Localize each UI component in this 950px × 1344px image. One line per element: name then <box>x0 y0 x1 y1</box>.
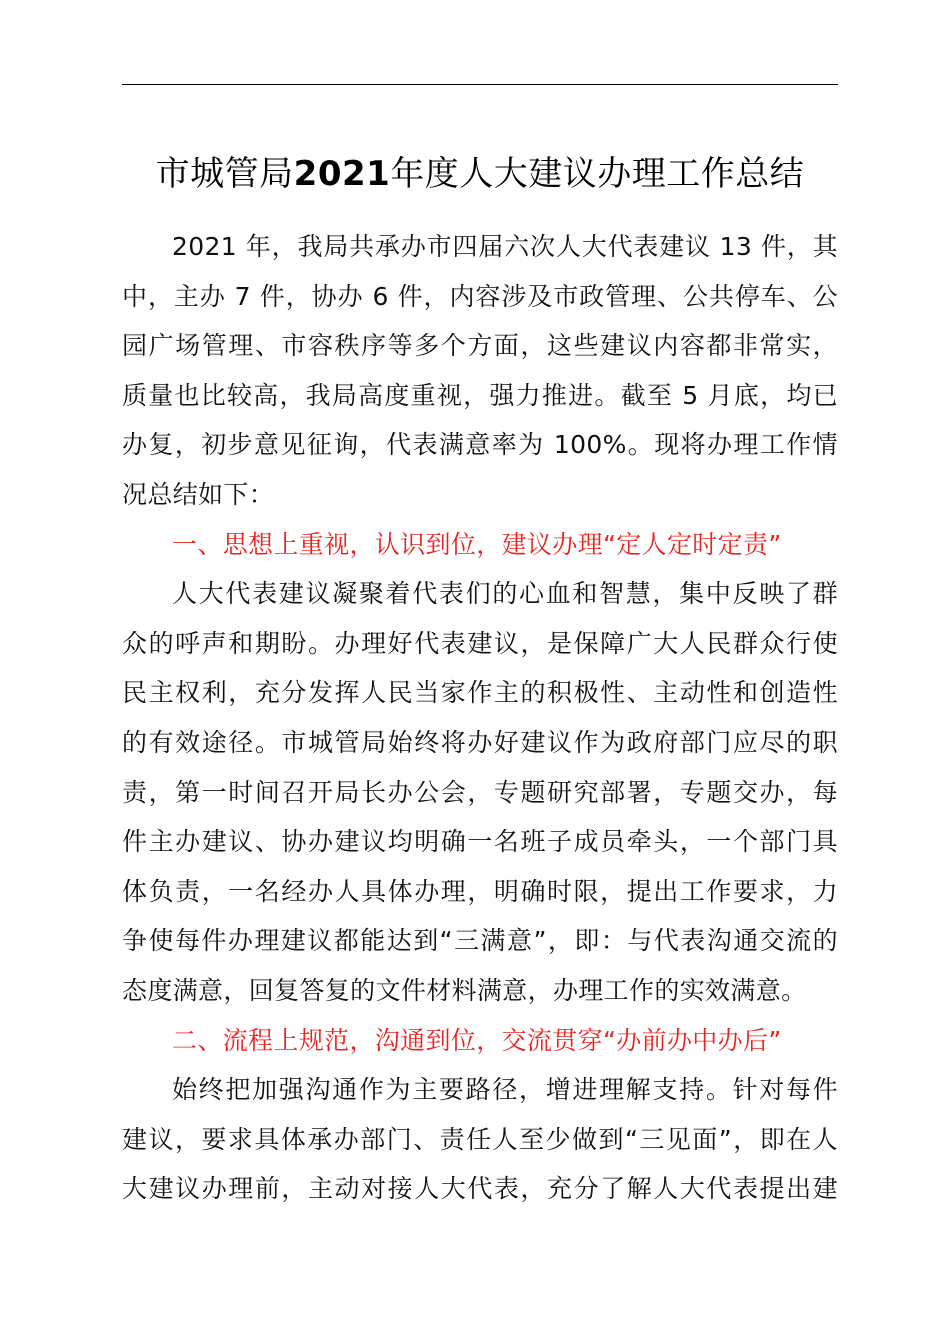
intro-line: 况总结如下： <box>122 479 275 509</box>
section-1-line: 众的呼声和期盼。办理好代表建议，是保障广大人民群众行使 <box>122 628 838 658</box>
section-2-line: 建议，要求具体承办部门、责任人至少做到“三见面”，即在人 <box>122 1124 838 1154</box>
header-rule <box>122 84 838 85</box>
document-body <box>122 222 838 1214</box>
intro-line: 质量也比较高，我局高度重视，强力推进。截至 5 月底，均已 <box>122 380 838 410</box>
section-heading-1: 一、思想上重视，认识到位，建议办理“定人定时定责” <box>172 529 782 559</box>
intro-line: 2021 年，我局共承办市四届六次人大代表建议 13 件，其 <box>172 232 838 261</box>
section-heading-2: 二、流程上规范，沟通到位，交流贯穿“办前办中办后” <box>172 1025 782 1055</box>
title-prefix: 市城管局 <box>155 154 294 194</box>
section-2-line: 始终把加强沟通作为主要路径，增进理解支持。针对每件 <box>172 1075 838 1105</box>
section-1-line: 人大代表建议凝聚着代表们的心血和智慧，集中反映了群 <box>172 579 838 609</box>
section-1-line: 争使每件办理建议都能达到“三满意”，即：与代表沟通交流的 <box>122 926 838 956</box>
section-1-line: 体负责，一名经办人具体办理，明确时限，提出工作要求，力 <box>122 876 838 906</box>
section-2-line: 大建议办理前，主动对接人大代表，充分了解人大代表提出建 <box>122 1174 838 1204</box>
section-1-line: 件主办建议、协办建议均明确一名班子成员牵头，一个部门具 <box>122 827 838 857</box>
intro-line: 园广场管理、市容秩序等多个方面，这些建议内容都非常实， <box>122 331 838 361</box>
intro-line: 中，主办 7 件，协办 6 件，内容涉及市政管理、公共停车、公 <box>122 281 838 311</box>
section-1-line: 责，第一时间召开局长办公会，专题研究部署，专题交办，每 <box>122 777 838 807</box>
section-1-line: 态度满意，回复答复的文件材料满意，办理工作的实效满意。 <box>122 975 807 1005</box>
document-title <box>122 150 838 198</box>
intro-line: 办复，初步意见征询，代表满意率为 100%。现将办理工作情 <box>122 430 838 460</box>
title-suffix: 年度人大建议办理工作总结 <box>390 154 805 194</box>
title-year: 2021 <box>293 154 391 194</box>
section-1-line: 民主权利，充分发挥人民当家作主的积极性、主动性和创造性 <box>122 678 838 708</box>
section-1-line: 的有效途径。市城管局始终将办好建议作为政府部门应尽的职 <box>122 727 838 757</box>
